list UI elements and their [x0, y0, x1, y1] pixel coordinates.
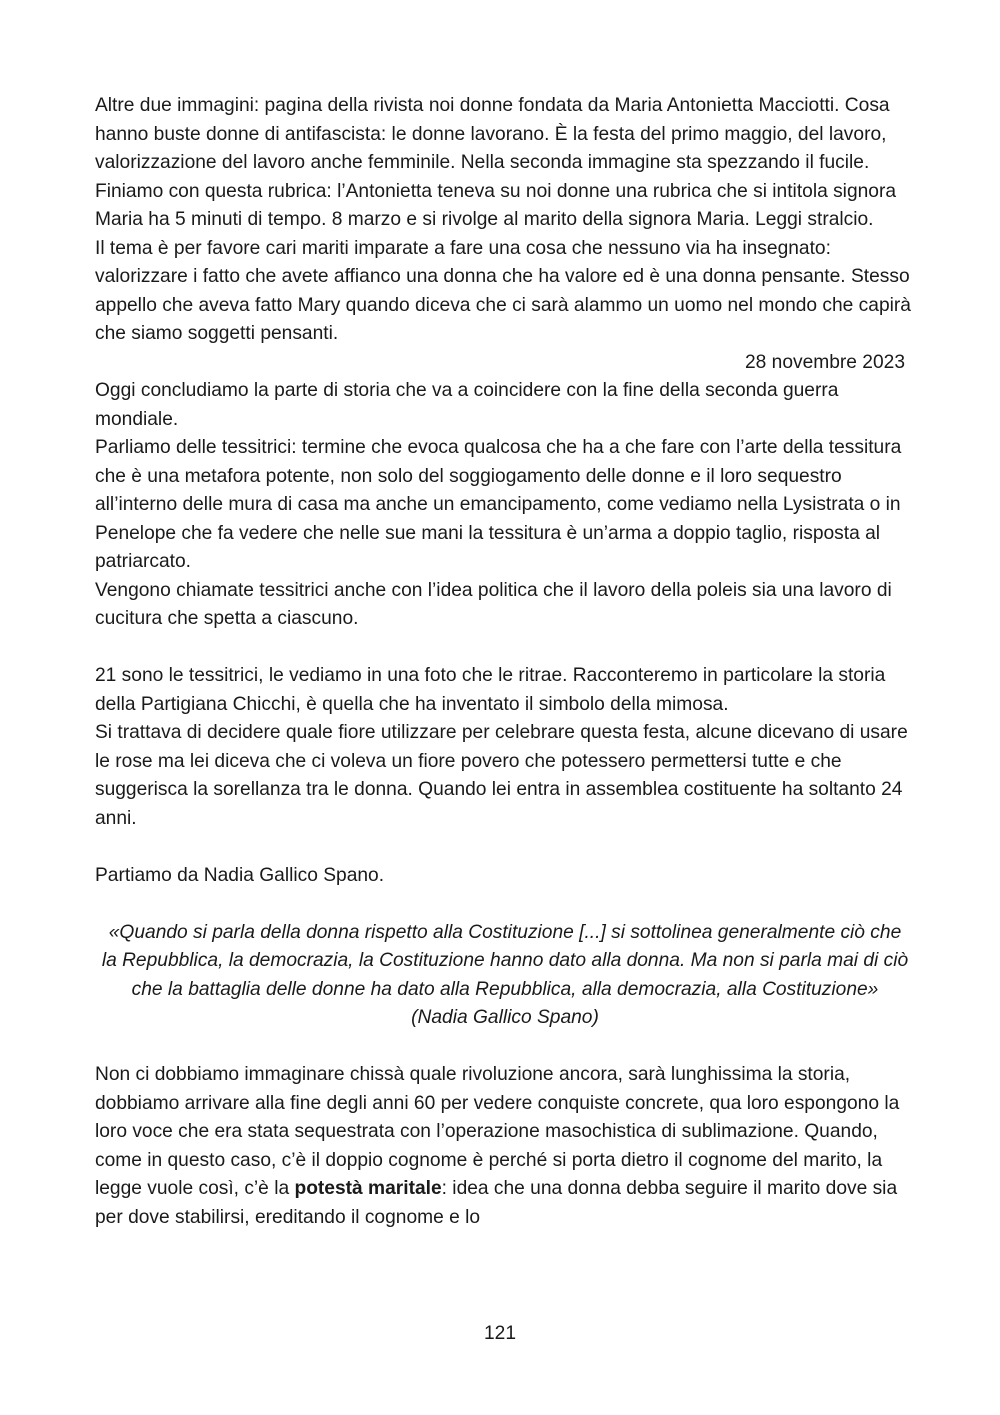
paragraph-spacer — [95, 1033, 915, 1062]
page-body — [95, 92, 915, 1232]
quote-spano: «Quando si parla della donna rispetto alla Costituzione [...] si sottolinea generalmente ciò che la Repubblica, la democrazia, la Costituzione hanno dato alla donna. Ma non si parla mai di ciò che la battaglia delle donne ha dato alla Repubblica, alla democrazia, alla Costituzione» (Nadia Gallico Spano) — [101, 921, 909, 1028]
page-number: 121 — [483, 1323, 516, 1344]
paragraph-21-tessitrici: 21 sono le tessitrici, le vediamo in una foto che le ritrae. Racconteremo in particolare la storia della Partigiana Chicchi, è quella che ha inventato il simbolo della mimosa. — [95, 665, 886, 715]
paragraph-spacer — [95, 833, 915, 862]
text-before-bold: Non ci dobbiamo immaginare chissà quale rivoluzione ancora, sarà lunghissima la storia, dobbiamo arrivare alla fine degli anni 60 per vedere conquiste concrete, qua loro espongono la loro voce che era stata sequestrata con l’operazione masochistica di sublimazione. Quando, come in questo caso, c’è il doppio cognome è perché si porta dietro il cognome del marito, la legge vuole così, c’è la — [95, 1064, 900, 1199]
paragraph-poleis: Vengono chiamate tessitrici anche con l’idea politica che il lavoro della poleis sia una lavoro di cucitura che spetta a ciascuno. — [95, 579, 892, 629]
paragraph-appello-mariti: Il tema è per favore cari mariti imparate a fare una cosa che nessuno via ha insegnato: valorizzare i fatto che avete affianco una donna che ha valore ed è una donna pensante. Stesso appello che aveva fatto Mary quando diceva che ci sarà alammo un uomo nel mondo che capirà che siamo soggetti pensanti. — [95, 237, 911, 344]
text-after-bold: : idea che una donna debba seguire il marito dove sia per dove stabilirsi, ereditando il cognome e lo — [95, 1178, 898, 1228]
paragraph-intro-spano: Partiamo da Nadia Gallico Spano. — [95, 864, 385, 886]
paragraph-spacer — [95, 634, 915, 663]
paragraph-mimosa: Si trattava di decidere quale fiore utilizzare per celebrare questa festa, alcune dicevano di usare le rose ma lei diceva che ci voleva un fiore povero che potessero permettersi tutte e che suggerisca la sorellanza tra le donna. Quando lei entra in assemblea costituente ha soltanto 24 anni. — [95, 722, 908, 829]
paragraph-rubrica: Finiamo con questa rubrica: l’Antonietta teneva su noi donne una rubrica che si intitola signora Maria ha 5 minuti di tempo. 8 marzo e si rivolge al marito della signora Maria. Leggi stralcio. — [95, 180, 897, 230]
paragraph-tessitrici: Parliamo delle tessitrici: termine che evoca qualcosa che ha a che fare con l’arte della tessitura che è una metafora potente, non solo del soggiogamento delle donne e il loro sequestro all’interno delle mura di casa ma anche un emancipamento, come vediamo nella Lysistrata o in Penelope che fa vedere che nelle sue mani la tessitura è un’arma a doppio taglio, risposta al patriarcato. — [95, 437, 902, 572]
paragraph-spacer — [95, 890, 915, 919]
paragraph-fine-guerra: Oggi concludiamo la parte di storia che va a coincidere con la fine della seconda guerra mondiale. — [95, 380, 839, 430]
bold-term: potestà maritale — [294, 1178, 442, 1199]
lecture-date: 28 novembre 2023 — [744, 351, 905, 373]
paragraph-potesta-maritale — [95, 1061, 915, 1232]
paragraph-noi-donne: Altre due immagini: pagina della rivista noi donne fondata da Maria Antonietta Macciotti. Cosa hanno buste donne di antifascista: le donne lavorano. È la festa del primo maggio, del lavoro, valorizzazione del lavoro anche femminile. Nella seconda immagine sta spezzando il fucile. — [95, 95, 890, 173]
